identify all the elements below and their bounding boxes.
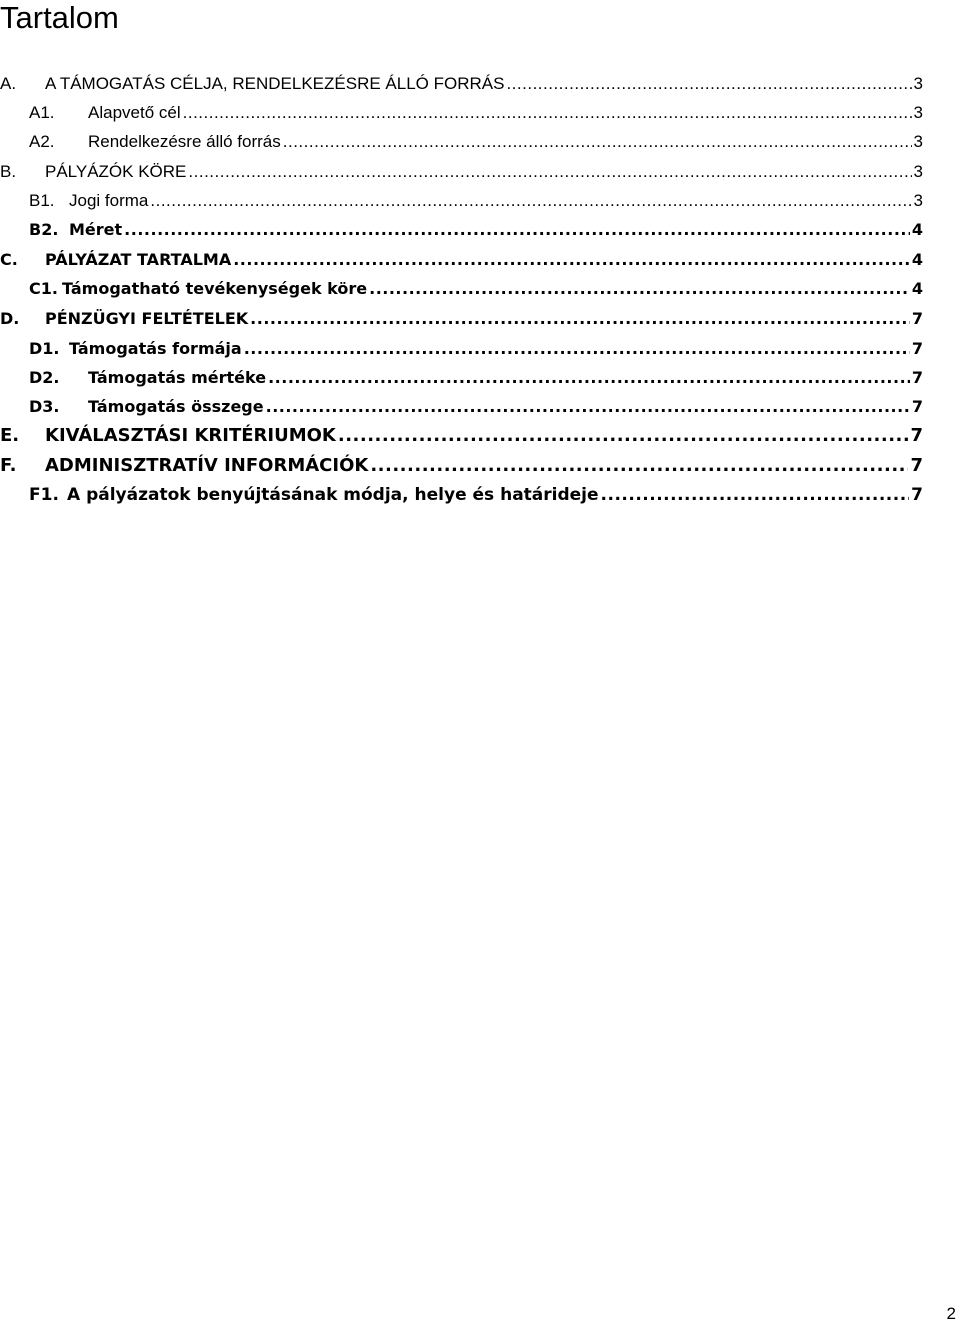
- toc-entry[interactable]: [0, 421, 923, 451]
- toc-entry-page: 4: [911, 279, 923, 298]
- toc-entry-page: 7: [911, 368, 923, 387]
- toc-entry-number: D3.: [29, 397, 60, 416]
- toc-entry[interactable]: [29, 98, 923, 128]
- page-title: Tartalom: [0, 0, 119, 35]
- toc-entry-title: Támogatás összege: [88, 397, 264, 416]
- toc-entry-page: 3: [913, 191, 923, 210]
- toc-entry-number: D1.: [29, 339, 60, 358]
- toc-entry-number: F1.: [29, 485, 59, 505]
- toc-entry[interactable]: [29, 480, 923, 510]
- toc-entry-number: C.: [0, 250, 18, 269]
- toc-entry-title: A TÁMOGATÁS CÉLJA, RENDELKEZÉSRE ÁLLÓ FORRÁS: [45, 74, 505, 93]
- toc-entry[interactable]: [29, 186, 923, 216]
- toc-entry-number: B2.: [29, 220, 59, 239]
- toc-entry-page: 7: [910, 425, 923, 446]
- toc-entry-title: PÁLYÁZÓK KÖRE: [45, 162, 187, 181]
- toc-leader-dots: [283, 127, 912, 157]
- toc-leader-dots: [244, 334, 910, 364]
- toc-leader-dots: [188, 157, 911, 187]
- toc-entry-number: E.: [0, 425, 20, 446]
- toc-entry-number: D2.: [29, 368, 60, 387]
- toc-entry-number: A1.: [29, 103, 55, 122]
- toc-leader-dots: [268, 363, 910, 393]
- toc-entry[interactable]: [29, 363, 923, 393]
- toc-entry-title: Támogatható tevékenységek köre: [62, 279, 368, 298]
- toc-entry[interactable]: [29, 127, 923, 157]
- toc-entry-page: 3: [913, 74, 923, 93]
- toc-leader-dots: [370, 451, 908, 481]
- toc-entry-number: B1.: [29, 191, 55, 210]
- toc-entry[interactable]: [0, 451, 923, 481]
- toc-entry-title: Jogi forma: [69, 191, 149, 210]
- toc-entry-page: 3: [913, 162, 923, 181]
- toc-leader-dots: [250, 304, 910, 334]
- toc-entry-number: A2.: [29, 132, 55, 151]
- toc-leader-dots: [506, 69, 911, 99]
- toc-entry-title: Rendelkezésre álló forrás: [88, 132, 281, 151]
- toc-entry-number: D.: [0, 309, 20, 328]
- toc-leader-dots: [369, 274, 910, 304]
- toc-entry-title: PÉNZÜGYI FELTÉTELEK: [45, 309, 249, 328]
- toc-entry[interactable]: [0, 245, 923, 275]
- toc-entry-title: ADMINISZTRATÍV INFORMÁCIÓK: [45, 455, 369, 476]
- toc-entry-title: A pályázatok benyújtásának módja, helye és határideje: [67, 485, 599, 505]
- toc-entry[interactable]: [29, 334, 923, 364]
- toc-entry[interactable]: [0, 304, 923, 334]
- toc-entry-page: 4: [911, 250, 923, 269]
- toc-entry-page: 3: [913, 132, 923, 151]
- toc-leader-dots: [266, 392, 910, 422]
- toc-entry[interactable]: [29, 274, 923, 304]
- toc-entry[interactable]: [29, 392, 923, 422]
- toc-entry-title: Támogatás formája: [69, 339, 242, 358]
- toc-entry-title: PÁLYÁZAT TARTALMA: [45, 250, 232, 269]
- toc-entry-page: 7: [911, 309, 923, 328]
- page-number: 2: [946, 1304, 956, 1323]
- toc-leader-dots: [183, 98, 912, 128]
- toc-entry[interactable]: [29, 215, 923, 245]
- toc-entry-page: 7: [911, 339, 923, 358]
- toc-entry-number: A.: [0, 74, 17, 93]
- toc-entry-page: 7: [910, 455, 923, 476]
- toc-entry-number: F.: [0, 455, 17, 476]
- toc-entry-page: 3: [913, 103, 923, 122]
- toc-leader-dots: [233, 245, 910, 275]
- toc-entry[interactable]: [0, 69, 923, 99]
- toc-entry-title: Alapvető cél: [88, 103, 181, 122]
- toc-entry-number: B.: [0, 162, 17, 181]
- toc-leader-dots: [124, 215, 910, 245]
- toc-entry-title: KIVÁLASZTÁSI KRITÉRIUMOK: [45, 425, 336, 446]
- toc-entry-title: Méret: [69, 220, 123, 239]
- toc-leader-dots: [150, 186, 911, 216]
- toc-leader-dots: [338, 421, 909, 451]
- toc-entry-page: 7: [911, 397, 923, 416]
- toc-entry-page: 7: [911, 485, 923, 505]
- toc-entry[interactable]: [0, 157, 923, 187]
- toc-entry-page: 4: [911, 220, 923, 239]
- toc-leader-dots: [601, 480, 910, 510]
- toc-entry-number: C1.: [29, 279, 58, 298]
- toc-entry-title: Támogatás mértéke: [88, 368, 267, 387]
